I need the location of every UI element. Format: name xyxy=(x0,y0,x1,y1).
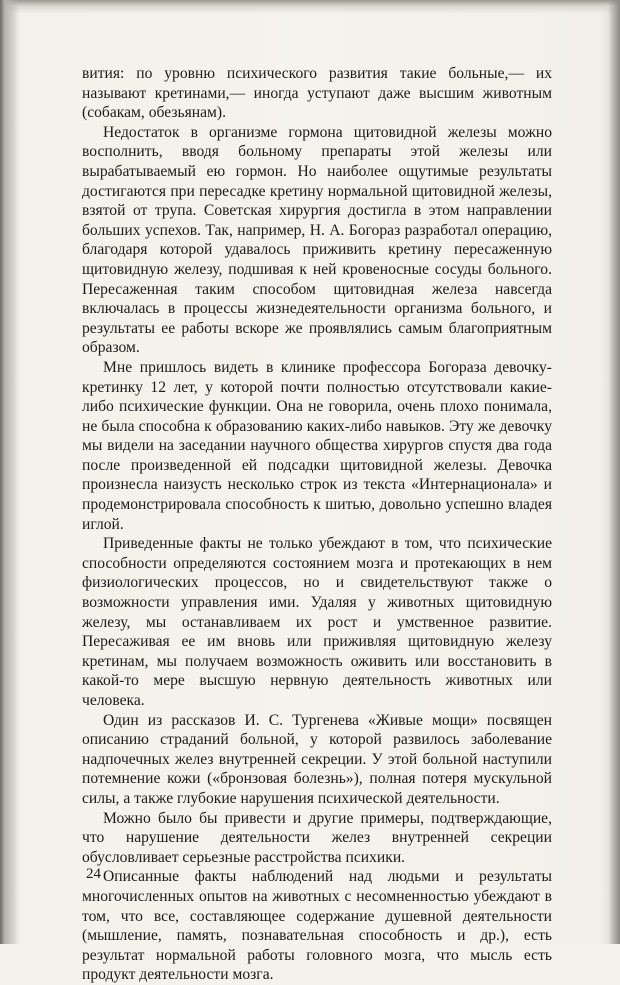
paragraph-continuation: вития: по уровню психического развития такие больные,— их называют кретинами,— иногда уступают даже высшим животным (собакам, обезьянам). xyxy=(82,65,552,122)
page-right-edge-shadow xyxy=(608,0,620,944)
page-top-edge-shadow xyxy=(0,0,620,14)
page-left-edge-shadow xyxy=(0,0,20,944)
page-number: 24 xyxy=(86,866,101,882)
paragraph-bogoraz-clinic: Мне пришлось видеть в клинике профессора Богораза девочку-кретинку 12 лет, у которой почти полностью отсутствовали какие-либо психические функции. Она не говорила, очень плохо понимала, не была способна к образованию каких-либо навыков. Эту же девочку мы видели на заседании научного общества хирургов спустя два года после произведенной ей подсадки щитовидной железы. Девочка произнесла наизусть несколько строк из текста «Интернационала» и продемонстрировала способность к шитью, довольно успешно владея иглой. xyxy=(82,358,552,533)
paragraph-facts-conclusion: Приведенные факты не только убеждают в том, что психические способности определяются состоянием мозга и протекающих в нем физиологических процессов, но и свидетельствуют также о возможности управления ими. Удаляя у животных щитовидную железу, мы останавливаем их рост и умственное развитие. Пересаживая ее им вновь или приживляя щитовидную железу кретинам, мы получаем возможность оживить или восстановить в какой-то мере высшую нервную деятельность животных или человека. xyxy=(82,535,552,709)
paragraph-turgenev-story: Один из рассказов И. С. Тургенева «Живые мощи» посвящен описанию страданий больной, у которой развилось заболевание надпочечных желез внутренней секреции. У этой больной наступили потемнение кожи («бронзовая болезнь»), полная потеря мускульной силы, а также глубокие нарушения психической деятельности. xyxy=(82,711,552,807)
paragraph-final-conclusion: Описанные факты наблюдений над людьми и результаты многочисленных опытов на животных с несомненностью убеждают в том, что все, составляющее содержание душевной деятельности (мышление, память, познавательная способность и др.), есть результат нормальной работы головного мозга, что мысль есть продукт деятельности мозга. xyxy=(82,868,552,984)
paragraph-thyroid-hormone: Недостаток в организме гормона щитовидной железы можно восполнить, вводя больному препараты этой железы или вырабатываемый ею гормон. Но наиболее ощутимые результаты достигаются при пересадке кретину нормальной щитовидной железы, взятой от трупа. Советская хирургия достигла в этом направлении больших успехов. Так, например, Н. А. Богораз разработал операцию, благодаря которой удавалось приживить кретину пересаженную щитовидную железу, подшивая к ней кровеносные сосуды больного. Пересаженная таким способом щитовидная железа навсегда включалась в процессы жизнедеятельности организма больного, и результаты ее работы вскоре же проявлялись самым благоприятным образом. xyxy=(82,123,552,357)
body-text xyxy=(82,64,552,985)
paragraph-other-examples: Можно было бы привести и другие примеры, подтверждающие, что нарушение деятельности желез внутренней секреции обусловливает серьезные расстройства психики. xyxy=(82,809,552,866)
